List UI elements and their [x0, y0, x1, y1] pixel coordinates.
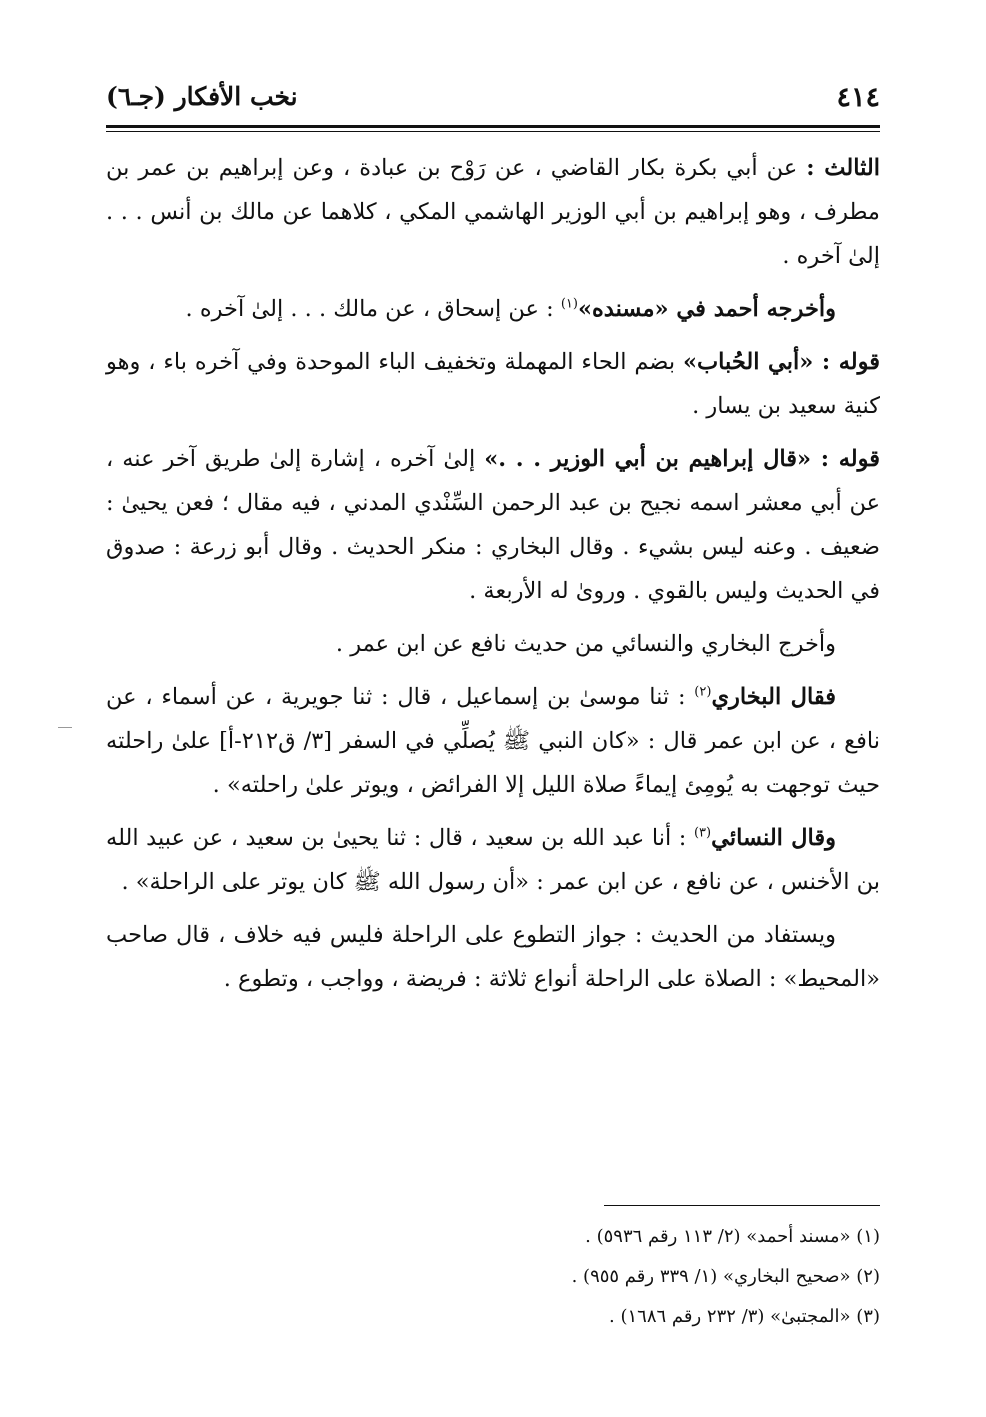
paragraph-text: وأخرج البخاري والنسائي من حديث نافع عن ابن عمر . — [335, 631, 836, 657]
footnote-ref-2[interactable]: (٢) — [694, 684, 712, 700]
header-rule-thin — [106, 131, 880, 132]
paragraph-text: عن أبي بكرة بكار القاضي ، عن رَوْح بن عبادة ، وعن إبراهيم بن عمر بن مطرف ، وهو إبراهيم بن أبي الوزير الهاشمي المكي ، كلاهما عن مالك بن أنس . . . إلىٰ آخره . — [106, 155, 880, 269]
main-text — [106, 146, 880, 1001]
footnote-1: (١) «مسند أحمد» (٢/ ١١٣ رقم ٥٩٣٦) . — [585, 1226, 880, 1247]
paragraph-text: : ثنا موسىٰ بن إسماعيل ، قال : ثنا جويرية ، عن أسماء ، عن نافع ، عن ابن عمر قال : «كان النبي ﷺ يُصلِّي في السفر [٣/ ق٢١٢-أ] علىٰ راحلته حيث توجهت به يُومِئ إيماءً صلاة الليل إلا الفرائض ، ويوتر علىٰ راحلته» . — [106, 684, 880, 798]
page-number: ٤١٤ — [836, 82, 880, 113]
footnote-3: (٣) «المجتبىٰ» (٣/ ٢٣٢ رقم ١٦٨٦) . — [609, 1306, 880, 1327]
paragraph-8 — [106, 913, 880, 1001]
paragraph-text: : أنا عبد الله بن سعيد ، قال : ثنا يحيىٰ بن سعيد ، عن عبيد الله بن الأخنس ، عن نافع ، عن ابن عمر : «أن رسول الله ﷺ كان يوتر على الراحلة» . — [106, 825, 880, 895]
footnote-separator — [604, 1205, 880, 1206]
footnote-ref-1[interactable]: (١) — [560, 296, 578, 312]
paragraph-4 — [106, 437, 880, 613]
paragraph-3 — [106, 340, 880, 428]
paragraph-text: ويستفاد من الحديث : جواز التطوع على الراحلة فليس فيه خلاف ، قال صاحب «المحيط» : الصلاة على الراحلة أنواع ثلاثة : فريضة ، وواجب ، وتطوع . — [106, 922, 880, 992]
header-rule — [106, 125, 880, 128]
footnote-2: (٢) «صحيح البخاري» (١/ ٣٣٩ رقم ٩٥٥) . — [571, 1266, 880, 1287]
paragraph-lead: الثالث : — [806, 155, 880, 181]
paragraph-1 — [106, 146, 880, 278]
paragraph-5 — [106, 622, 880, 666]
paragraph-lead: وأخرجه أحمد في «مسنده» — [577, 296, 836, 322]
paragraph-lead: قوله : «قال إبراهيم بن أبي الوزير . . .» — [484, 446, 880, 472]
running-title: نخب الأفكار (جـ٦) — [106, 82, 298, 111]
paragraph-lead: قوله : «أبي الحُباب» — [682, 349, 880, 375]
page-header — [106, 78, 880, 118]
footnote-ref-3[interactable]: (٣) — [693, 825, 712, 841]
footnotes — [106, 1217, 880, 1337]
paragraph-lead: وقال النسائي — [711, 825, 837, 851]
paragraph-text: : عن إسحاق ، عن مالك . . . إلىٰ آخره . — [185, 296, 561, 322]
paragraph-text: إلىٰ آخره ، إشارة إلىٰ طريق آخر عنه ، عن أبي معشر اسمه نجيح بن عبد الرحمن السِّنْدي المدني ، فيه مقال ؛ فعن يحيىٰ : ضعيف . وعنه ليس بشيء . وقال البخاري : منكر الحديث . وقال أبو زرعة : صدوق في الحديث وليس بالقوي . وروىٰ له الأربعة . — [106, 446, 880, 604]
paragraph-text: بضم الحاء المهملة وتخفيف الباء الموحدة وفي آخره باء ، وهو كنية سعيد بن يسار . — [106, 349, 880, 419]
paragraph-6 — [106, 675, 880, 807]
paragraph-lead: فقال البخاري — [711, 684, 836, 710]
margin-mark — [58, 727, 72, 728]
paragraph-7 — [106, 816, 880, 904]
paragraph-2 — [106, 287, 880, 331]
